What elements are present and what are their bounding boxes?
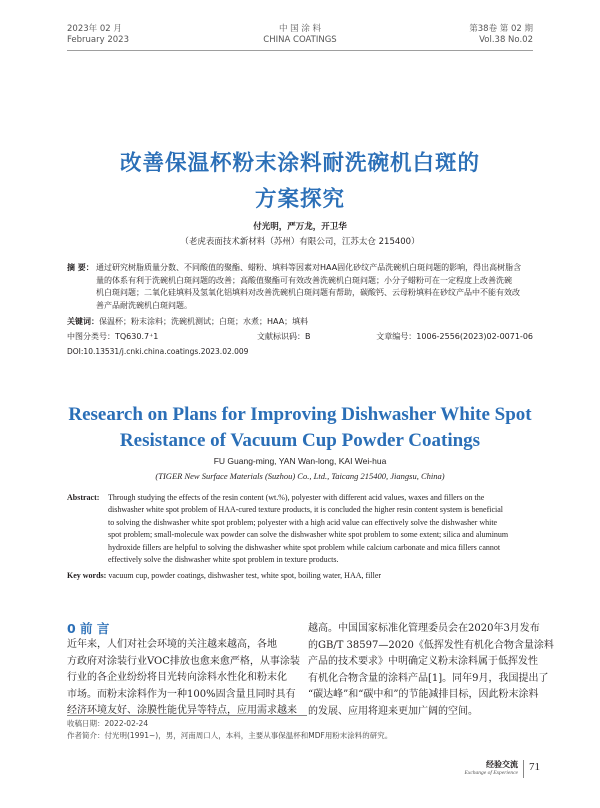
footer-divider: [523, 760, 524, 778]
header-journal-en: CHINA COATINGS: [263, 35, 337, 45]
affiliation-en: (TIGER New Surface Materials (Suzhou) Co., Ltd., Taicang 215400, Jiangsu, China): [155, 471, 445, 481]
doi: DOI:10.13531/j.cnki.china.coatings.2023.02.009: [67, 347, 249, 356]
keywords-en-label: Key words:: [67, 571, 107, 580]
footer-section-cn: 经验交流: [486, 760, 518, 769]
keywords-cn: [67, 316, 308, 329]
keywords-cn-text: 保温杯；粉末涂料；洗碗机测试；白斑；水煮；HAA；填料: [99, 317, 309, 326]
body-line: 有机化合物含量的涂料产品[1]。同年9月，我国提出了: [308, 672, 549, 684]
footnotes: [67, 718, 392, 742]
body-right-column: [308, 621, 554, 721]
abstract-en: [67, 492, 537, 566]
keywords-en-text: vacuum cup, powder coatings, dishwasher test, white spot, boiling water, HAA, filler: [108, 571, 382, 580]
abstract-cn-line: 通过研究树脂质量分数、不同酸值的聚酯、蜡粉、填料等因素对HAA固化砂纹产品洗碗机白斑问题的影响，得出高树脂含: [96, 263, 522, 272]
keywords-cn-label: 关键词：: [67, 317, 99, 326]
body-line: 的GB/T 38597—2020《低挥发性有机化合物含量涂料: [308, 639, 554, 651]
abstract-en-label: Abstract:: [67, 493, 100, 502]
title-en: [0, 404, 600, 452]
abstract-en-line: to solving the dishwasher white spot problem; polyester with a high acid value can effectively solve the dishwasher white: [108, 517, 498, 527]
abstract-cn: [67, 262, 537, 312]
title-cn-line1: 改善保温杯粉末涂料耐洗碗机白斑的: [119, 151, 480, 176]
body-line: 产品的技术要求》中明确定义粉末涂料属于低挥发性: [308, 656, 538, 668]
body-line: 经济环境友好、涂膜性能优异等特点，应用需求越来: [67, 705, 297, 717]
header-rule: [67, 50, 533, 51]
body-line: 行业的各企业纷纷将目光转向涂料水性化和粉末化: [67, 672, 287, 684]
body-line: 的发展、应用将迎来更加广阔的空间。: [308, 705, 478, 717]
authors-en: FU Guang-ming, YAN Wan-long, KAI Wei-hua: [213, 456, 387, 466]
header-volume: [469, 24, 533, 46]
body-line: 市场。而粉末涂料作为一种100%固含量且同时具有: [67, 688, 296, 700]
authors-cn: 付光明，严万龙，开卫华: [253, 222, 347, 232]
document-code: 文献标识码：B: [257, 332, 311, 341]
body-line: “碳达峰”和“碳中和”的节能减排目标，因此粉末涂料: [308, 689, 539, 701]
body-left-column: [67, 637, 299, 720]
abstract-cn-line: 机白斑问题；二氧化硅填料及氢氧化铝填料对改善洗碗机白斑问题有帮助，碳酸钙、云母粉填料在砂纹产品中不能有效改: [96, 288, 520, 297]
body-line: 方政府对涂装行业VOC排放也愈来愈严格，从事涂装: [67, 655, 300, 667]
header-date-cn: 2023年 02 月: [67, 24, 122, 34]
header-date-en: February 2023: [67, 35, 129, 45]
footnote-rule: [67, 715, 307, 716]
footer-section: [465, 759, 518, 776]
header-volume-cn: 第38卷 第 02 期: [469, 24, 533, 34]
clc-number: 中图分类号：TQ630.7⁺1: [67, 332, 159, 341]
abstract-cn-line: 量的体系有利于洗碗机白斑问题的改善；高酸值聚酯可有效改善洗碗机白斑问题；小分子蜡粉可在一定程度上改善洗碗: [96, 275, 512, 285]
abstract-cn-label: 摘 要：: [67, 263, 94, 272]
body-line: 近年来，人们对社会环境的关注越来越高，各地: [67, 639, 277, 650]
footer-section-en: Exchange of Experience: [464, 770, 518, 776]
footnote-author: 作者简介：付光明(1991~)，男，河南周口人，本科，主要从事保温杯和MDF用粉末涂料的研究。: [67, 731, 393, 740]
title-en-line2: Resistance of Vacuum Cup Powder Coatings: [119, 430, 481, 451]
abstract-en-line: spot problem; small-molecule wax powder can solve the dishwasher white spot problem to some extent; silica and aluminum: [108, 530, 509, 540]
abstract-en-line: Through studying the effects of the resin content (wt.%), polyester with different acid values, waxes and fillers on the: [108, 493, 485, 502]
abstract-cn-line: 善产品耐洗碗机白斑问题。: [96, 300, 192, 310]
body-line: 越高。中国国家标准化管理委员会在2020年3月发布: [308, 623, 540, 634]
title-cn-line2: 方案探究: [254, 187, 345, 212]
title-en-line1: Research on Plans for Improving Dishwasher White Spot: [68, 404, 532, 425]
keywords-en: [67, 570, 381, 582]
header-journal-cn: 中 国 涂 料: [278, 24, 322, 34]
abstract-en-line: dishwasher white spot problem of HAA-cured texture products, it is concluded the higher resin content system is beneficial: [108, 505, 504, 515]
abstract-en-line: effectively solve the dishwasher white spot problem in texture products.: [108, 555, 339, 565]
section-heading-intro: 0 前 言: [67, 621, 110, 636]
page-number: 71: [529, 761, 540, 773]
header-volume-en: Vol.38 No.02: [479, 35, 533, 45]
article-number: 文章编号：1006-2556(2023)02-0071-06: [376, 332, 533, 341]
title-cn: [0, 146, 600, 213]
abstract-en-line: hydroxide fillers are helpful to solving the dishwasher white spot problem while calcium carbonate and mica fillers cannot: [108, 542, 501, 552]
affiliation-cn: （老虎表面技术新材料（苏州）有限公司，江苏太仓 215400）: [180, 237, 420, 247]
footnote-received: 收稿日期：2022-02-24: [67, 719, 149, 728]
